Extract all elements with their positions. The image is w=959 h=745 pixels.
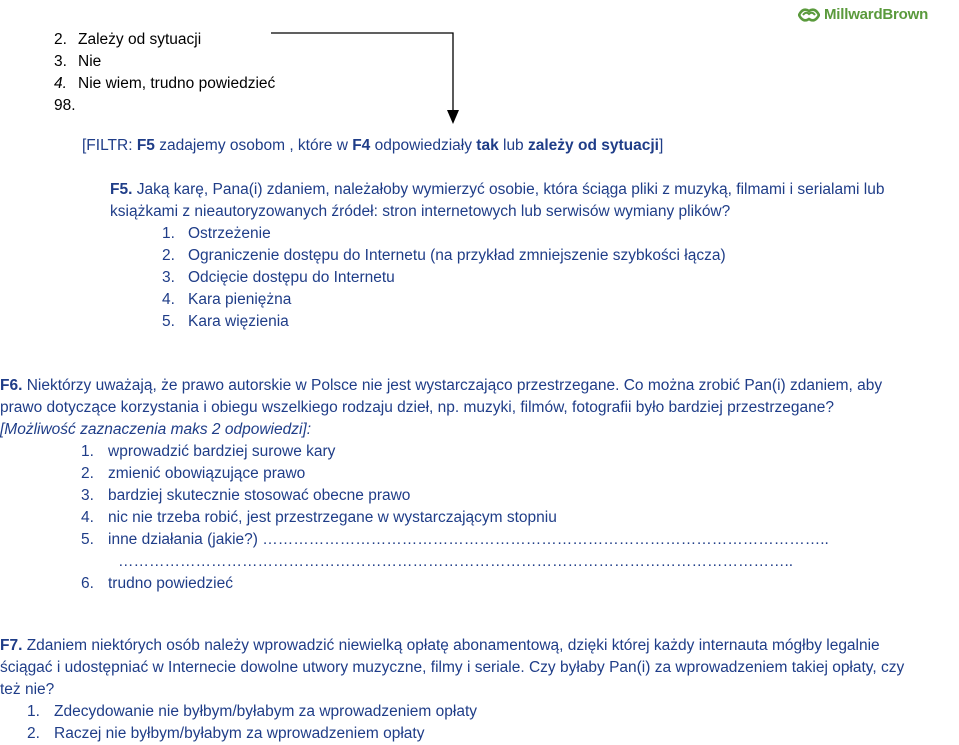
question-f7 [0, 635, 904, 701]
list-item: 1. Zdecydowanie nie byłbym/byłabym za wprowadzeniem opłaty [27, 703, 478, 720]
f7-options-list [27, 701, 477, 745]
f5-options-list [162, 223, 726, 333]
list-item: 5. inne działania (jakie?) ……………………………………………………………………………………………….. [81, 531, 829, 548]
question-text: ściągać i udostępniać w Internecie dowolne utwory muzyczne, filmy i seriale. Czy byłaby Pan(i) za wprowadzeniem takiej opłaty, czy [0, 659, 905, 676]
filter-instruction: [FILTR: F5 zadajemy osobom , które w F4 odpowiedziały tak lub zależy od sytuacji] [82, 137, 664, 154]
logo-text: MillwardBrown [824, 6, 929, 23]
question-text: książkami z nieautoryzowanych źródeł: stron internetowych lub serwisów wymiany plików? [110, 203, 731, 220]
list-item: 3. bardziej skutecznie stosować obecne prawo [81, 487, 411, 504]
list-item: 6. trudno powiedzieć [81, 575, 233, 592]
list-item: 98. [54, 97, 76, 114]
list-item: 2. Ograniczenie dostępu do Internetu (na przykład zmniejszenie szybkości łącza) [162, 247, 726, 264]
list-item: 2. Zależy od sytuacji [54, 31, 202, 48]
list-item: ………………………………………………………………………………………………………………….. [118, 553, 794, 570]
question-text: F6. Niektórzy uważają, że prawo autorskie w Polsce nie jest wystarczająco przestrzegane. Co można zrobić Pan(i) zdaniem, aby [0, 377, 883, 394]
list-item: 1. Ostrzeżenie [162, 225, 271, 242]
question-text: też nie? [0, 681, 55, 698]
list-item: 4. Nie wiem, trudno powiedzieć [54, 75, 276, 92]
question-f5 [110, 179, 884, 223]
list-item: 4. Kara pieniężna [162, 291, 292, 308]
filter-arrow-icon [0, 0, 959, 130]
question-text: prawo dotyczące korzystania i obiegu wszelkiego rodzaju dzieł, np. muzyki, filmów, fotografii było bardziej przestrzegane? [0, 399, 834, 416]
list-item: 1. wprowadzić bardziej surowe kary [81, 443, 336, 460]
question-f6 [0, 375, 882, 441]
list-item: 4. nic nie trzeba robić, jest przestrzegane w wystarczającym stopniu [81, 509, 557, 526]
f6-options-list [81, 441, 829, 595]
list-item: 3. Nie [54, 53, 102, 70]
question-note: [Możliwość zaznaczenia maks 2 odpowiedzi]: [0, 421, 311, 438]
list-item: 2. zmienić obowiązujące prawo [81, 465, 306, 482]
question-text: F5. Jaką karę, Pana(i) zdaniem, należałoby wymierzyć osobie, która ściąga pliki z muzyką, filmami i serialami lub [110, 181, 885, 198]
question-text: F7. Zdaniem niektórych osób należy wprowadzić niewielką opłatę abonamentową, dzięki której każdy internauta mógłby legalnie [0, 637, 880, 654]
list-item: 5. Kara więzienia [162, 313, 289, 330]
list-item: 2. Raczej nie byłbym/byłabym za wprowadzeniem opłaty [27, 725, 425, 742]
list-item: 3. Odcięcie dostępu do Internetu [162, 269, 395, 286]
